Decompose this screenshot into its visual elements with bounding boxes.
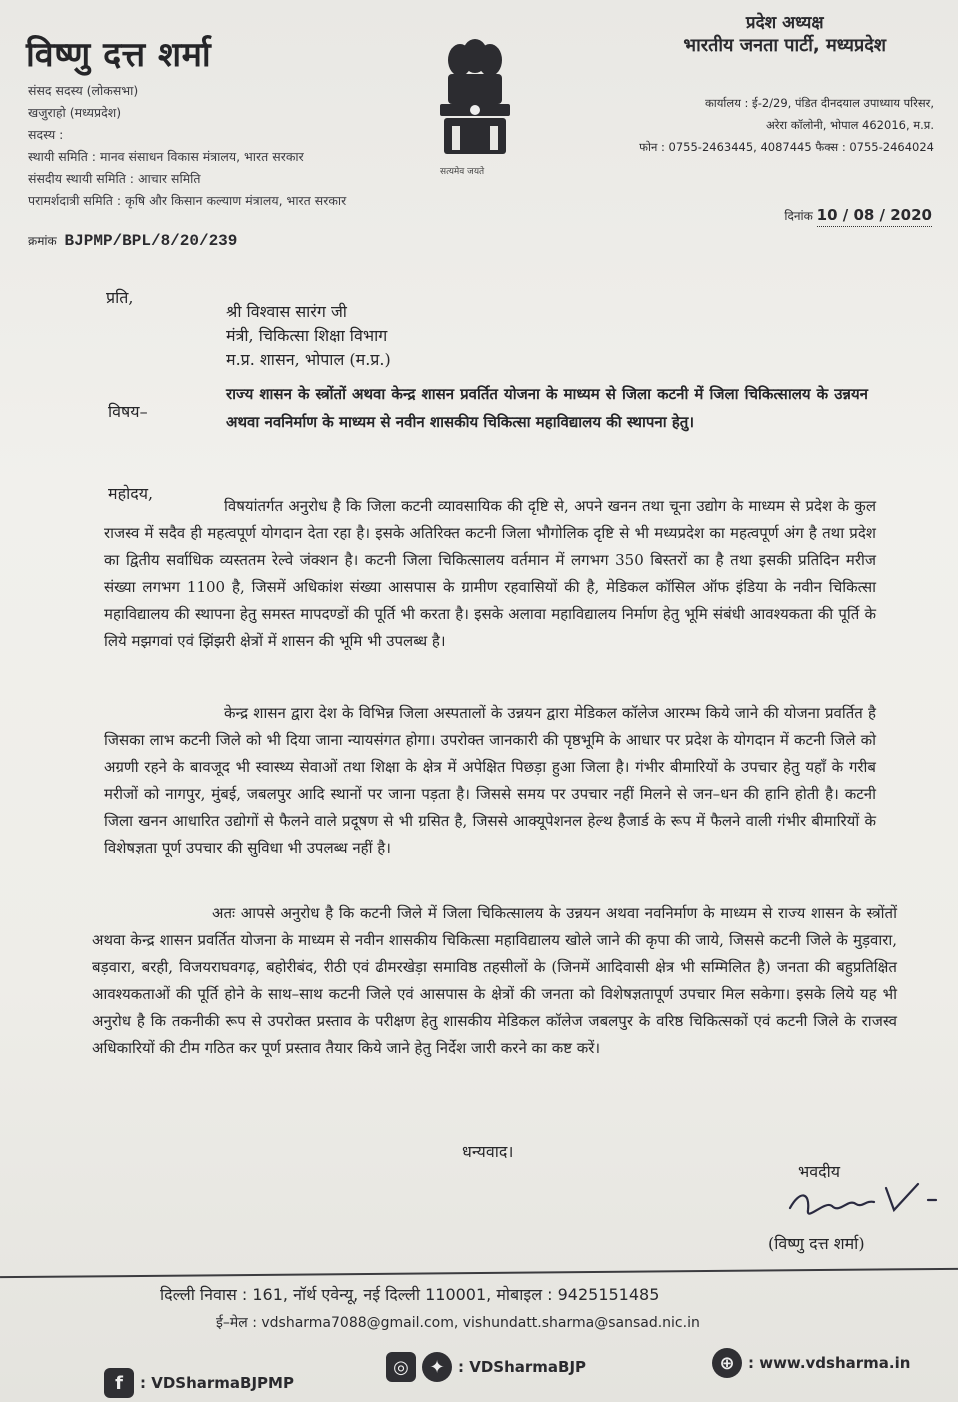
web-icon: ⊕ [712,1348,742,1378]
recipient-line: मंत्री, चिकित्सा शिक्षा विभाग [226,326,388,345]
signature-icon [770,1170,950,1230]
twitter-icon: ✦ [422,1352,452,1382]
paragraph: अतः आपसे अनुरोध है कि कटनी जिले में जिला चिकित्सालय के उन्नयन अथवा नवनिर्माण के माध्यम से राज्य शासन के स्त्रोंतों अथवा केन्द्र शासन प्रवर्तित योजना के माध्यम से नवीन शासकीय चिकित्सा महाविद्यालय खोले जाने की कृपा की जाये, जिससे कटनी जिले के मुड़वारा, बड़वारा, बरही, विजयराघवगढ़, बहोरीबंद, रीठी एवं ढीमरखेड़ा समाविष्ठ तहसीलों के (जिनमें आदिवासी क्षेत्र भी सम्मिलित है) जनता की बहुप्रतिक्षित आवश्यकताओं की पूर्ति होने के साथ–साथ कटनी जिले एवं आसपास के क्षेत्रों की जनता को विशेषज्ञतापूर्ण उपचार मिल सकेगा। इसके लिये यह भी अनुरोध है कि तकनीकी रूप से उपरोक्त प्रस्ताव के परीक्षण हेतु शासकीय मेडिकल कॉलेज जबलपुर के वरिष्ठ चिकित्सकों एवं कटनी जिले के राजस्व अधिकारियों की टीम गठित कर पूर्ण प्रस्ताव तैयार किये जाने हेतु निर्देश जारी करने का कष्ट करें। [92,904,897,1057]
footer-address: दिल्ली निवास : 161, नॉर्थ एवेन्यू, नई दिल्ली 110001, मोबाइल : 9425151485 [160,1285,660,1304]
ref-label: क्रमांक [28,234,57,248]
party-name: भारतीय जनता पार्टी, मध्यप्रदेश [683,35,886,56]
designation-block [683,10,886,57]
sender-line: सदस्य : [28,127,64,142]
ref-number: BJPMP/BPL/8/20/239 [64,232,238,250]
sender-line: संसद सदस्य (लोकसभा) [28,83,139,98]
date-field [784,206,932,224]
office-line: कार्यालय : ई-2/29, पंडित दीनदयाल उपाध्याय परिसर, [704,96,934,110]
sender-line: संसदीय स्थायी समिति : आचार समिति [28,171,201,186]
office-details [639,92,934,158]
website [712,1348,910,1378]
reference-field [28,232,237,250]
national-emblem-icon [430,38,520,178]
recipient-line: म.प्र. शासन, भोपाल (म.प्र.) [226,350,391,369]
footer-email: ई–मेल : vdsharma7088@gmail.com, vishundatt.sharma@sansad.nic.in [216,1315,700,1331]
sign-off: भवदीय [798,1162,841,1181]
date-value: 10 / 08 / 2020 [817,206,932,227]
instagram-icon: ◎ [386,1352,416,1382]
paragraph: केन्द्र शासन द्वारा देश के विभिन्न जिला अस्पतालों के उन्नयन द्वारा मेडिकल कॉलेज आरम्भ किये जाने की योजना प्रवर्तित है जिसका लाभ कटनी जिले को भी दिया जाना न्यायसंगत होगा। उपरोक्त जानकारी की पृष्ठभूमि के आधार पर प्रदेश के योगदान में कटनी जिले को अग्रणी रहने के बावजूद भी स्वास्थ्य सेवाओं तथा शिक्षा के क्षेत्र में अपेक्षित पिछड़ा हुआ जिला है। गंभीर बीमारियों के उपचार हेतु यहाँ के गरीब मरीजों को नागपुर, मुंबई, जबलपुर आदि स्थानों पर जाना पड़ता है। जिससे समय पर उपचार नहीं मिलने से जन–धन की हानि होती है। कटनी जिला खनन आधारित उद्योगों से फैलने वाले प्रदूषण से भी ग्रसित है, जिससे आक्यूपेशनल हेल्थ हैजार्ड के रूप में फैलने वाली गंभीर बीमारियों के विशेषज्ञता पूर्ण उपचार की सुविधा भी उपलब्ध नहीं है। [104,704,876,857]
closing-thanks: धन्यवाद। [462,1142,514,1161]
subject-text: राज्य शासन के स्त्रोंतों अथवा केन्द्र शासन प्रवर्तित योजना के माध्यम से जिला कटनी में जिला चिकित्सालय के उन्नयन अथवा नवनिर्माण के माध्यम से नवीन शासकीय चिकित्सा महाविद्यालय की स्थापना हेतु। [226,385,868,431]
date-label: दिनांक [784,209,813,223]
recipient-block [226,300,391,372]
office-line: फोन : 0755-2463445, 4087445 फैक्स : 0755-2464024 [639,140,934,154]
salutation: महोदय, [108,484,154,503]
sender-details [28,80,346,212]
facebook-handle [104,1368,294,1398]
facebook-text: : VDSharmaBJPMP [140,1374,294,1392]
office-line: अरेरा कॉलोनी, भोपाल 462016, म.प्र. [765,118,934,132]
insta-twitter-text: : VDSharmaBJP [458,1358,587,1376]
designation-title: प्रदेश अध्यक्ष [745,13,824,33]
sender-line: परामर्शदात्री समिति : कृषि और किसान कल्याण मंत्रालय, भारत सरकार [28,193,347,208]
sender-line: स्थायी समिति : मानव संसाधन विकास मंत्रालय, भारत सरकार [28,149,304,164]
website-text: : www.vdsharma.in [748,1354,911,1372]
insta-twitter-handle [386,1352,586,1382]
facebook-icon: f [104,1368,134,1398]
sender-line: खजुराहो (मध्यप्रदेश) [28,105,122,120]
sender-name: विष्णु दत्त शर्मा [26,35,212,75]
paragraph: विषयांतर्गत अनुरोध है कि जिला कटनी व्यावसायिक की दृष्टि से, अपने खनन तथा चूना उद्योग के माध्यम से प्रदेश के कुल राजस्व में सदैव ही महत्वपूर्ण योगदान देता रहा है। इसके अतिरिक्त कटनी जिला भौगोलिक दृष्टि से भी मध्यप्रदेश का महत्वपूर्ण अंग है तथा प्रदेश का द्वितीय सर्वाधिक व्यस्ततम रेल्वे जंक्शन है। कटनी जिला चिकित्सालय वर्तमान में लगभग 350 बिस्तरों का है तथा इसकी प्रतिदिन मरीज संख्या लगभग 1100 है, जिसमें अधिकांश संख्या आसपास के ग्रामीण रहवासियों की है, मेडिकल कॉसिल ऑफ इंडिया के नवीन चिकित्सा महाविद्यालय की स्थापना हेतु समस्त मापदण्डों की पूर्ति भी करता है। इसके अलावा महाविद्यालय निर्माण हेतु भूमि संबंधी आवश्यकता की पूर्ति के लिये मझगवां एवं झिंझरी क्षेत्रों में शासन की भूमि भी उपलब्ध है। [104,497,876,650]
subject-label: विषय– [108,402,148,421]
footer-divider [0,1268,958,1278]
emblem-motto: सत्यमेव जयते [440,167,485,177]
recipient-line: श्री विश्वास सारंग जी [226,302,347,321]
to-label: प्रति, [106,288,134,307]
signatory-name: (विष्णु दत्त शर्मा) [768,1234,865,1253]
